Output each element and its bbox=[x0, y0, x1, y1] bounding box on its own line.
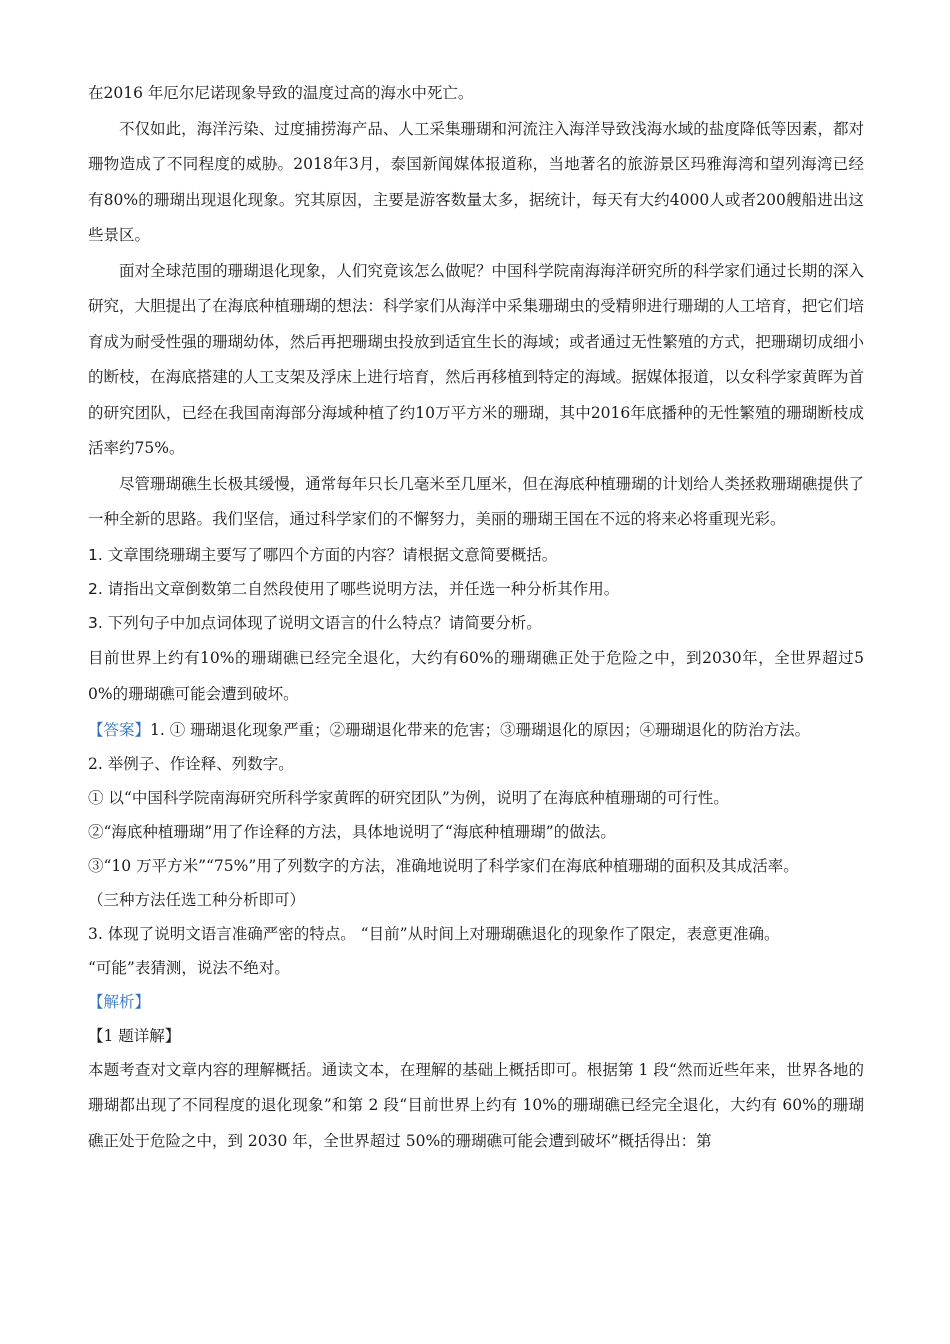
article-paragraph-1: 不仅如此，海洋污染、过度捕捞海产品、人工采集珊瑚和河流注入海洋导致浅海水域的盐度降低等因素，都对珊物造成了不同程度的威胁。2018年3月，泰国新闻媒体报道称，当地著名的旅游景区玛雅海湾和望列海湾已经有80%的珊瑚出现退化现象。究其原因，主要是游客数量太多，据统计，每天有大约4000人或者200艘船进出这些景区。 bbox=[88, 119, 864, 244]
answer-2: 2. 举例子、作诠释、列数字。 bbox=[88, 754, 294, 773]
answer-2-item-2: ②“海底种植珊瑚”用了作诠释的方法，具体地说明了“海底种植珊瑚”的做法。 bbox=[88, 822, 616, 841]
analysis-subheading-1: 【1 题详解】 bbox=[88, 1026, 181, 1045]
analysis-body: 本题考查对文章内容的理解概括。通读文本，在理解的基础上概括即可。根据第 1 段“然而近些年来，世界各地的珊瑚都出现了不同程度的退化现象”和第 2 段“目前世界上约有 10%的珊瑚礁已经完全退化，大约有 60%的珊瑚礁正处于危险之中，到 2030 年，全世界超过 50%的珊瑚礁可能会遭到破坏”概括得出：第 bbox=[88, 1060, 864, 1150]
answer-line-1 bbox=[88, 713, 864, 747]
document-page bbox=[88, 76, 864, 1159]
answer-1: 1. ① 珊瑚退化现象严重；②珊瑚退化带来的危害；③珊瑚退化的原因；④珊瑚退化的防治方法。 bbox=[150, 720, 811, 739]
answer-3: 3. 体现了说明文语言准确严密的特点。 “目前”从时间上对珊瑚礁退化的现象作了限定，表意更准确。 bbox=[88, 924, 780, 943]
answer-2-item-3: ③“10 万平方米”“75%”用了列数字的方法，准确地说明了科学家们在海底种植珊瑚的面积及其成活率。 bbox=[88, 856, 799, 875]
analysis-tag: 【解析】 bbox=[88, 992, 151, 1011]
article-paragraph-0: 在2016 年厄尔尼诺现象导致的温度过高的海水中死亡。 bbox=[88, 84, 474, 102]
article-paragraph-2: 面对全球范围的珊瑚退化现象，人们究竟该怎么做呢？中国科学院南海海洋研究所的科学家们通过长期的深入研究，大胆提出了在海底种植珊瑚的想法：科学家们从海洋中采集珊瑚虫的受精卵进行珊瑚的人工培育，把它们培育成为耐受性强的珊瑚幼体，然后再把珊瑚虫投放到适宜生长的海域；或者通过无性繁殖的方式，把珊瑚切成细小的断枝，在海底搭建的人工支架及浮床上进行培育，然后再移植到特定的海域。据媒体报道，以女科学家黄晖为首的研究团队，已经在我国南海部分海域种植了约10万平方米的珊瑚，其中2016年底播种的无性繁殖的珊瑚断枝成活率约75%。 bbox=[88, 261, 864, 457]
question-3-quote: 目前世界上约有10%的珊瑚礁已经完全退化，大约有60%的珊瑚礁正处于危险之中，到2030年，全世界超过50%的珊瑚礁可能会遭到破坏。 bbox=[88, 648, 864, 703]
answer-tag: 【答案】 bbox=[88, 720, 151, 739]
answer-2-note: （三种方法任选工种分析即可） bbox=[88, 890, 306, 909]
answer-2-item-1: ① 以“中国科学院南海研究所科学家黄晖的研究团队”为例，说明了在海底种植珊瑚的可行性。 bbox=[88, 788, 729, 807]
question-2: 2. 请指出文章倒数第二自然段使用了哪些说明方法，并任选一种分析其作用。 bbox=[88, 579, 620, 598]
question-1: 1. 文章围绕珊瑚主要写了哪四个方面的内容？请根据文意简要概括。 bbox=[88, 545, 558, 564]
question-3: 3. 下列句子中加点词体现了说明文语言的什么特点？请简要分析。 bbox=[88, 613, 542, 632]
article-paragraph-3: 尽管珊瑚礁生长极其缓慢，通常每年只长几毫米至几厘米，但在海底种植珊瑚的计划给人类拯救珊瑚礁提供了一种全新的思路。我们坚信，通过科学家们的不懈努力，美丽的珊瑚王国在不远的将来必将重现光彩。 bbox=[88, 474, 864, 528]
answer-3-continued: “可能”表猜测，说法不绝对。 bbox=[88, 958, 290, 977]
